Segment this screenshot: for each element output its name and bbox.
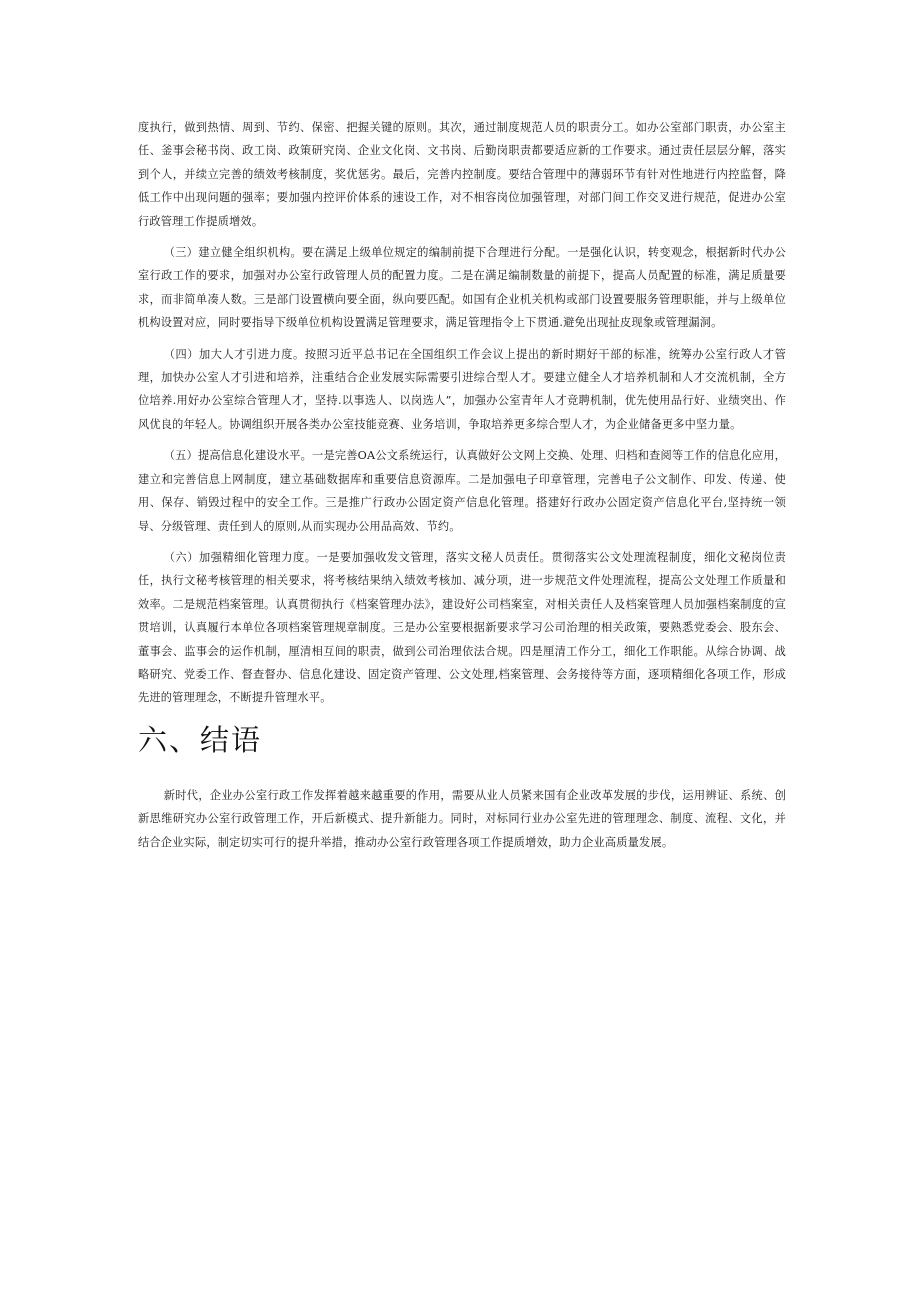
paragraph-talent: （四）加大人才引进力度。按照习近平总书记在全国组织工作会议上提出的新时期好干部的标准，统筹办公室行政人才管理，加快办公室人才引进和培养，注重结合企业发展实际需要引进综合型人才。要建立健全人才培养机制和人才交流机制，全方位培养.用好办公室综合管理人才，坚持.以事选人、以岗选人”，加强办公室青年人才竞聘机制，优先使用品行好、业绩突出、作风优良的年轻人。协调组织开展各类办公室技能竞赛、业务培训，争取培养更多综合型人才，为企业储备更多中坚力量。	[138, 347, 786, 431]
paragraph-conclusion: 新时代，企业办公室行政工作发挥着越来越重要的作用，需要从业人员紧来国有企业改革发展的步伐，运用辨证、系统、创新思维研究办公室行政管理工作，开后新模式、提升新能力。同时，对标同行业办公室先进的管理理念、制度、流程、文化，并结合企业实际，制定切实可行的提升举措，推动办公室行政管理各项工作提质增效，助力企业高质量发展。	[138, 788, 786, 849]
section-heading-conclusion: 六、结语	[138, 722, 263, 757]
paragraph-refined-management: （六）加强精细化管理力度。一是要加强收发文管理，落实文秘人员责任。贯彻落实公文处理流程制度，细化文秘岗位责任，执行文秘考核管理的相关要求，将考核结果纳入绩效考核加、减分项，进一步规范文件处理流程，提高公文处理工作质量和效率。二是规范档案管理。认真贯彻执行《档案管理办法》，建设好公司档案室，对相关责任人及档案管理人员加强档案制度的宣贯培训，认真履行本单位各项档案管理规章制度。三是办公室要根据新要求学习公司治理的相关政策，要熟悉党委会、股东会、董事会、监事会的运作机制，厘清相互间的职责，做到公司治理依法合规。四是厘清工作分工，细化工作职能。从综合协调、战略研究、党委工作、督查督办、信息化建设、固定资产管理、公文处理,档案管理、会务接待等方面，逐项精细化各项工作，形成先进的管理理念，不断提升管理水平。	[138, 550, 786, 705]
paragraph-organization: （三）建立健全组织机构。要在满足上级单位规定的编制前提下合理进行分配。一是强化认识，转变观念，根据新时代办公室行政工作的要求，加强对办公室行政管理人员的配置力度。二是在满足编制数量的前提下，提高人员配置的标准，满足质量要求，而非简单凑人数。三是部门设置横向要全面，纵向要匹配。如国有企业机关机构或部门设置要服务管理职能，并与上级单位机构设置对应，同时要指导下级单位机构设置满足管理要求，满足管理指令上下贯通.避免出现扯皮现象或管理漏洞。	[138, 246, 786, 330]
document-page	[138, 116, 786, 862]
paragraph-informatization: （五）提高信息化建设水平。一是完善OA公文系统运行，认真做好公文网上交换、处理、归档和查阅等工作的信息化应用，建立和完善信息上网制度，建立基础数据库和重要信息资源库。二是加强电子印章管理，完善电子公文制作、印发、传递、使用、保存、销毁过程中的安全工作。三是推广行政办公固定资产信息化管理。搭建好行政办公固定资产信息化平台,坚持统一领导、分级管理、责任到人的原则,从而实现办公用品高效、节约。	[138, 449, 786, 533]
paragraph-continuation: 度执行，做到热情、周到、节约、保密、把握关键的原则。其次，通过制度规范人员的职责分工。如办公室部门职责，办公室主任、釜事会秘书岗、政工岗、政策研究岗、企业文化岗、文书岗、后勤岗职责都要适应新的工作要求。通过责任层层分解，落实到个人，并续立完善的绩效考核制度，奖优惩劣。最后，完善内控制度。要结合管理中的薄弱环节有针对性地进行内控监督，降低工作中出现问题的强率；要加强内控评价体系的速设工作，对不相容岗位加强管理，对部门间工作交叉进行规范，促进办公室行政管理工作提质增效。	[138, 121, 786, 228]
